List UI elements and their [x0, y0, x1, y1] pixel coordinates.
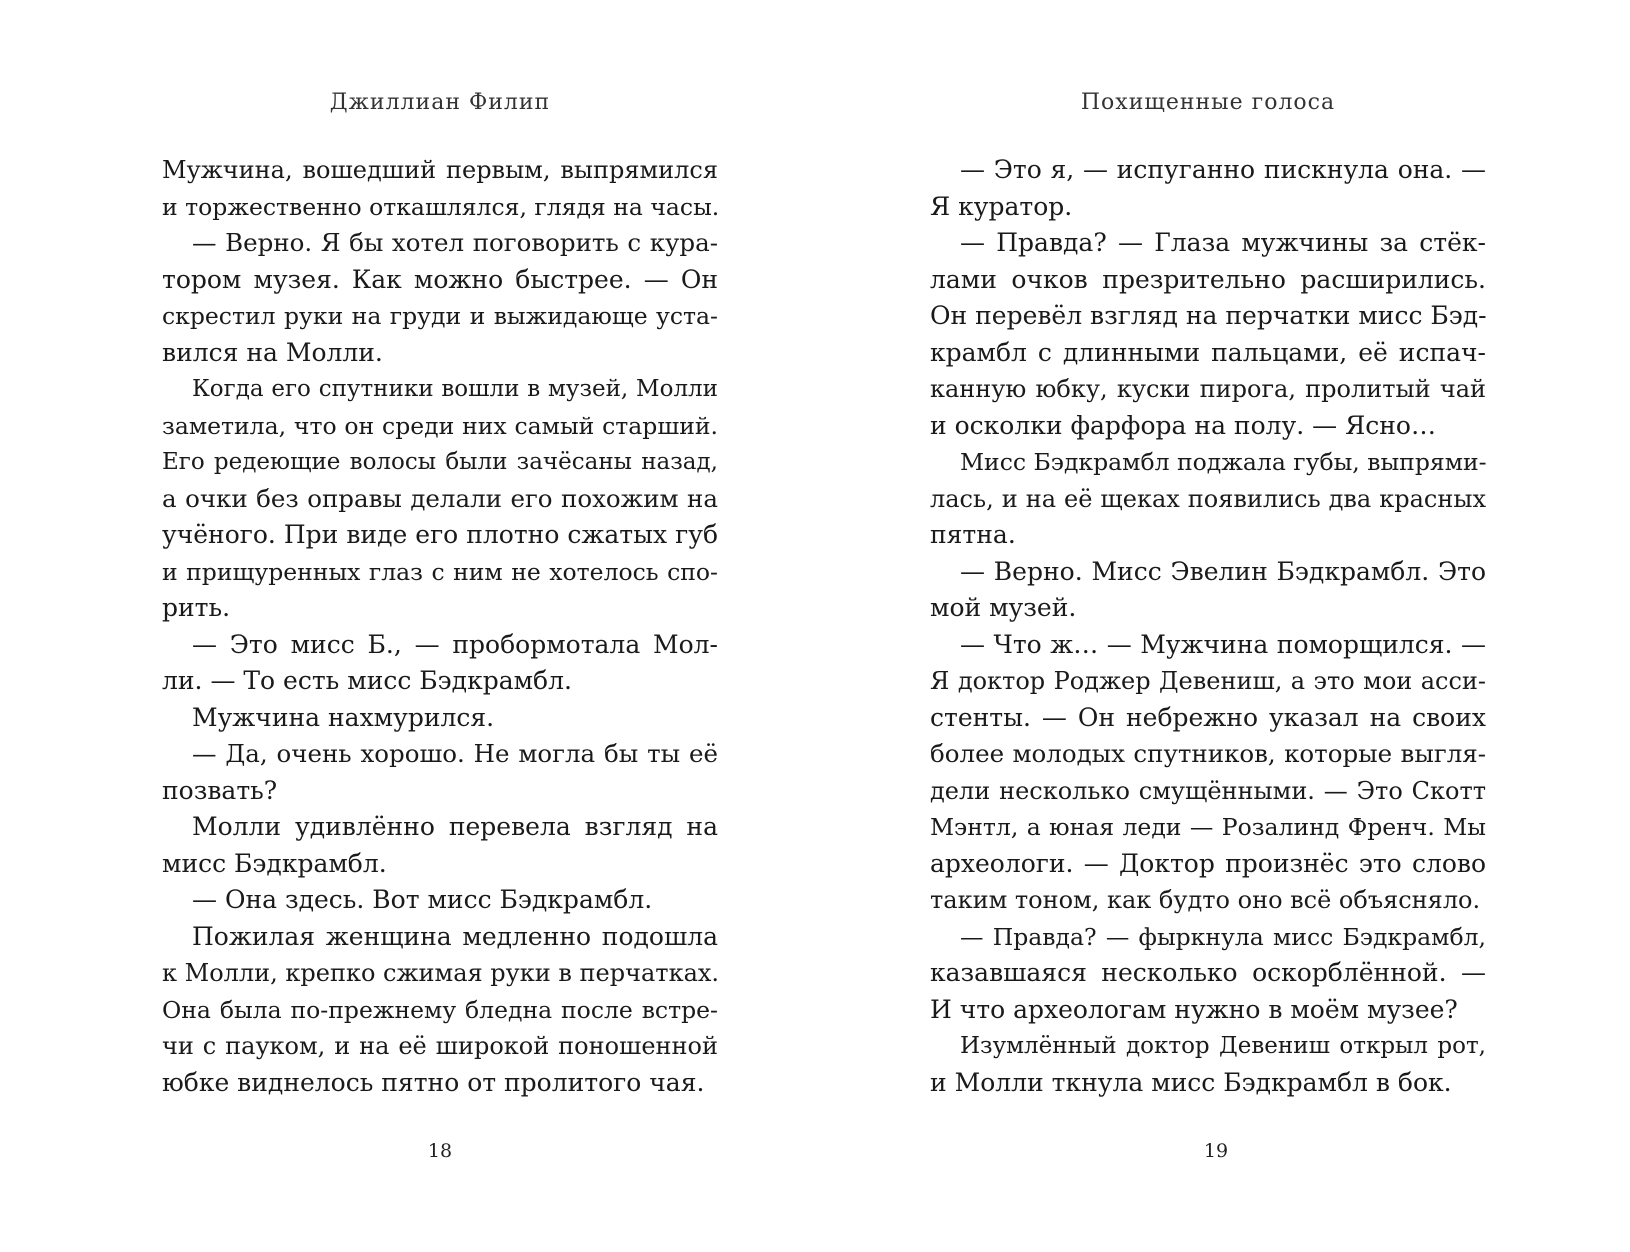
- text-line: вился на Молли.: [162, 337, 383, 367]
- text-line: Он перевёл взгляд на перчатки мисс Бэд-: [930, 301, 1487, 330]
- body-text: [162, 152, 718, 1101]
- text-line: — Правда? — фыркнула мисс Бэдкрамбл,: [960, 922, 1486, 951]
- text-line: лась, и на её щеках появились два красных: [930, 484, 1486, 513]
- text-line: Мэнтл, а юная леди — Розалинд Френч. Мы: [930, 813, 1486, 841]
- text-line: Мужчина нахмурился.: [192, 702, 495, 732]
- text-line: Молли удивлённо перевела взгляд на: [192, 812, 718, 841]
- text-line: чи с пауком, и на её широкой поношенной: [162, 1032, 718, 1060]
- text-line: а очки без оправы делали его похожим на: [162, 483, 718, 513]
- text-line: — Что ж… — Мужчина поморщился. —: [960, 629, 1486, 659]
- text-line: — Да, очень хорошо. Не могла бы ты её: [192, 739, 718, 768]
- text-line: Пожилая женщина медленно подошла: [192, 921, 718, 951]
- text-line: учёного. При виде его плотно сжатых губ: [162, 520, 718, 549]
- text-line: археологи. — Доктор произнёс это слово: [930, 848, 1486, 878]
- text-line: скрестил руки на груди и выжидающе уста-: [162, 302, 718, 330]
- text-line: — Верно. Мисс Эвелин Бэдкрамбл. Это: [960, 556, 1486, 586]
- text-line: пятна.: [930, 520, 1016, 549]
- running-head-author: Джиллиан Филип: [329, 90, 551, 115]
- text-line: Мисс Бэдкрамбл поджала губы, выпрями-: [960, 448, 1487, 476]
- text-line: заметила, что он среди них самый старший.: [162, 411, 718, 440]
- text-line: более молодых спутников, которые выгля-: [930, 739, 1486, 768]
- page-number: 19: [1203, 1140, 1229, 1162]
- text-line: мисс Бэдкрамбл.: [162, 848, 387, 878]
- text-line: — Это я, — испуганно пискнула она. —: [960, 155, 1486, 184]
- text-line: и торжественно откашлялся, глядя на часы.: [162, 192, 720, 221]
- text-line: тором музея. Как можно быстрее. — Он: [162, 264, 718, 294]
- text-line: — Она здесь. Вот мисс Бэдкрамбл.: [192, 885, 653, 914]
- text-line: и прищуренных глаз с ним не хотелось спо-: [162, 557, 718, 586]
- page-number: 18: [427, 1140, 453, 1162]
- text-line: Я куратор.: [930, 191, 1073, 221]
- text-line: и осколки фарфора на полу. — Ясно…: [930, 410, 1436, 440]
- text-line: и Молли ткнула мисс Бэдкрамбл в бок.: [930, 1067, 1452, 1097]
- text-line: лами очков презрительно расширились.: [930, 264, 1486, 294]
- running-head-title: Похищенные голоса: [1080, 90, 1336, 115]
- text-line: И что археологам нужно в моём музее?: [930, 994, 1458, 1024]
- text-line: Изумлённый доктор Девениш открыл рот,: [960, 1033, 1486, 1059]
- text-line: крамбл с длинными пальцами, её испач-: [930, 337, 1486, 367]
- text-line: Его редеющие волосы были зачёсаны назад,: [162, 449, 718, 475]
- text-line: Когда его спутники вошли в музей, Молли: [192, 376, 718, 402]
- right-page: [815, 0, 1630, 1252]
- text-line: казавшаяся несколько оскорблённой. —: [930, 958, 1486, 987]
- text-line: рить.: [162, 593, 231, 622]
- text-line: — Верно. Я бы хотел поговорить с кура-: [192, 228, 718, 257]
- text-line: стенты. — Он небрежно указал на своих: [930, 702, 1486, 732]
- text-line: дели несколько смущёнными. — Это Скотт: [930, 776, 1486, 805]
- text-line: ли. — То есть мисс Бэдкрамбл.: [162, 666, 572, 695]
- text-line: мой музей.: [930, 593, 1077, 622]
- text-line: — Это мисс Б., — пробормотала Мол-: [192, 629, 718, 659]
- text-line: Я доктор Роджер Девениш, а это мои асси-: [930, 667, 1486, 695]
- text-line: к Молли, крепко сжимая руки в перчатках.: [162, 959, 720, 987]
- text-line: юбке виднелось пятно от пролитого чая.: [162, 1067, 705, 1097]
- body-text: [930, 152, 1486, 1101]
- text-line: таким тоном, как будто оно всё объясняло.: [930, 886, 1481, 914]
- text-line: Она была по-прежнему бледна после встре-: [162, 995, 718, 1024]
- text-line: — Правда? — Глаза мужчины за стёк-: [960, 228, 1486, 257]
- text-line: позвать?: [162, 775, 278, 805]
- text-line: Мужчина, вошедший первым, выпрямился: [162, 156, 718, 184]
- text-line: канную юбку, куски пирога, пролитый чай: [930, 375, 1486, 403]
